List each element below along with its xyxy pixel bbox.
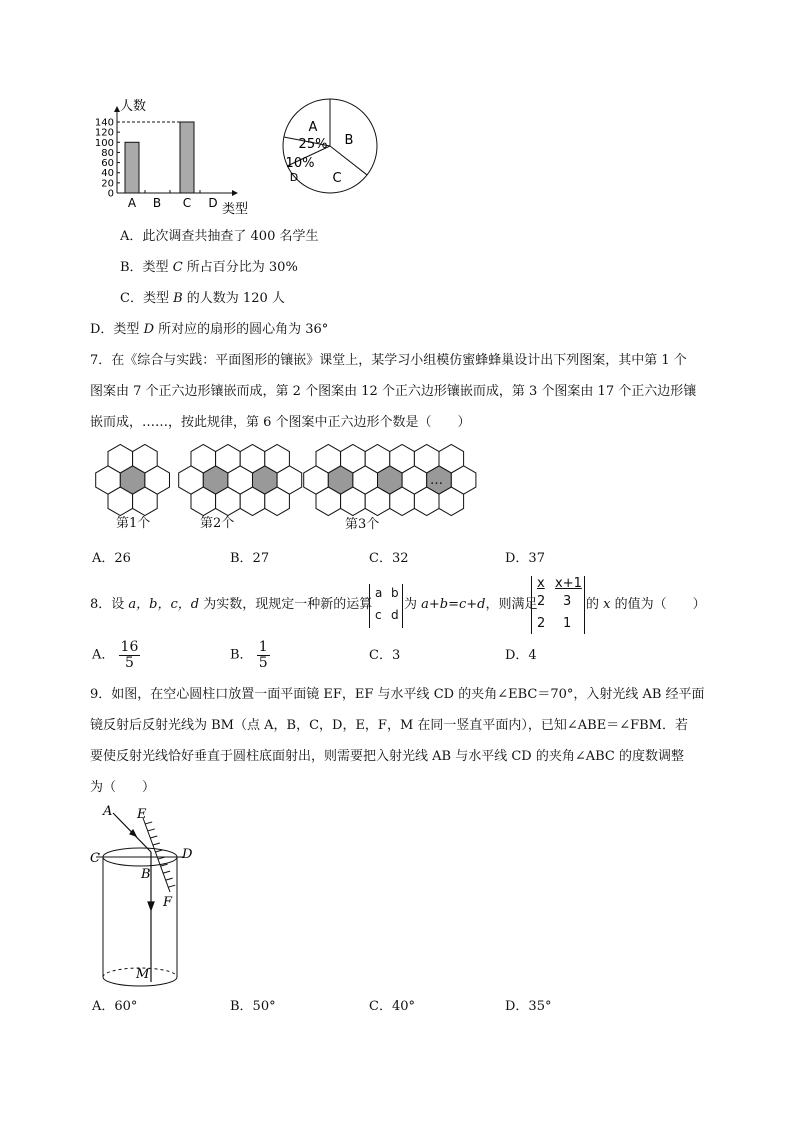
det2-r3c2: 1 [563, 616, 572, 631]
det2-r1c1: x [537, 576, 545, 591]
bar-y-tick-label: 40 [101, 168, 114, 180]
pie-label-a-percent: 25% [298, 137, 328, 152]
q9-stem-line3: 要使反射光线恰好垂直于圆柱底面射出，则需要把入射光线 AB 与水平线 CD 的夹角∠ABC 的度数调整 [90, 749, 684, 764]
q7-option-c: C．32 [369, 551, 409, 566]
q6-option-b-post: 所占百分比为 30% [182, 260, 298, 275]
det1-c: c [375, 608, 382, 622]
q6-option-a: A．此次调查共抽查了 400 名学生 [120, 229, 319, 244]
bar-x-tick-label: C [182, 196, 192, 210]
bar-y-tick-label: 0 [107, 188, 114, 200]
q8-mid2: 为 [404, 597, 422, 612]
q8-pre: 8．设 [90, 597, 129, 612]
mirror-hatch-line [150, 836, 157, 838]
q9-stem-line4: 为（ ） [90, 780, 156, 795]
bar-y-tick-label: 140 [94, 117, 114, 129]
mirror-hatch-line [166, 878, 173, 880]
q8-option-a-label: A． [92, 647, 115, 663]
q6-option-c-pre: C．类型 [120, 291, 174, 306]
q8-option-a-num: 16 [120, 639, 139, 655]
q7-stem-line3: 嵌而成，……，按此规律，第 6 个图案中正六边形个数是（ ） [90, 415, 471, 430]
q7-option-b: B．27 [230, 551, 270, 566]
pie-label-b: B [344, 133, 354, 148]
q9-stem-line1: 9．如图，在空心圆柱口放置一面平面镜 EF，EF 与水平线 CD 的夹角∠EBC＝70°，入射光线 AB 经平面 [90, 687, 705, 702]
q8-option-a-den: 5 [124, 655, 134, 671]
q8-option-b-den: 5 [258, 655, 268, 671]
mirror-hatch-line [163, 871, 170, 873]
bar-y-tick-label: 100 [94, 137, 114, 149]
det2-r1c2: x+1 [555, 576, 582, 591]
q7-fig-label-3: 第3个 [345, 517, 380, 532]
label-e: E [137, 807, 147, 822]
mirror-hatch-line [168, 885, 175, 887]
q8-vars: a，b，c，d [128, 597, 200, 612]
q8-post-var: x [603, 597, 611, 612]
label-m: M [136, 967, 150, 982]
q9-option-b: B．50° [230, 999, 276, 1014]
q6-option-d-pre: D．类型 [90, 322, 144, 337]
q6-option-b-var: C [172, 260, 183, 275]
label-c: C [90, 851, 100, 866]
mirror-hatch-line [155, 850, 162, 852]
q7-fig-label-1: 第1个 [116, 516, 151, 531]
q8-option-b-num: 1 [258, 639, 268, 655]
q7-option-a: A．26 [92, 551, 131, 566]
q6-option-d-post: 所对应的扇形的圆心角为 36° [154, 322, 329, 337]
label-b: B [141, 867, 151, 882]
label-d: D [182, 847, 193, 862]
q7-fig-label-2: 第2个 [200, 516, 235, 531]
q8-mid3: ，则满足 [485, 597, 538, 612]
det1-d: d [391, 608, 399, 622]
q8-mid1: 为实数，现规定一种新的运算 [199, 597, 373, 612]
bar-y-tick-label: 60 [101, 158, 114, 170]
det2-r2c2: 3 [563, 594, 572, 609]
bar-x-tick-label: D [208, 196, 218, 210]
label-a: A [103, 804, 113, 819]
det2-r3c1: 2 [537, 616, 546, 631]
q6-option-b-pre: B．类型 [120, 260, 173, 275]
bar-y-axis-label: 人数 [120, 99, 147, 114]
det2-r2c1: 2 [537, 594, 546, 609]
q6-option-c-post: 的人数为 120 人 [182, 291, 285, 306]
q7-stem-line1: 7．在《综合与实践：平面图形的镶嵌》课堂上，某学习小组模仿蜜蜂蜂巢设计出下列图案，其中第 1 个 [90, 353, 687, 368]
q8-post-pre: 的 [586, 597, 604, 612]
q9-option-c: C．40° [369, 999, 415, 1014]
q8-post-end: 的值为（ ） [610, 597, 706, 612]
q8-eq: a+b=c+d [421, 597, 486, 612]
bar-y-tick-label: 120 [94, 127, 114, 139]
q8-option-d: D．4 [505, 648, 537, 663]
q7-stem-line2: 图案由 7 个正六边形镶嵌而成，第 2 个图案由 12 个正六边形镶嵌而成，第 3 个图案由 17 个正六边形镶 [90, 384, 697, 399]
q6-option-d-var: D [143, 322, 154, 337]
mirror-hatch-line [145, 822, 152, 824]
pie-label-c: C [332, 171, 342, 186]
det1-a: a [375, 586, 383, 600]
q8-option-b-label: B． [230, 647, 253, 663]
mirror-hatch-line [153, 843, 160, 845]
q9-option-d: D．35° [505, 999, 552, 1014]
pie-label-a: A [308, 120, 318, 135]
det1-b: b [391, 586, 399, 600]
bar-x-axis-label: 类型 [222, 202, 249, 217]
q8-option-c: C．3 [369, 648, 401, 663]
bar-y-tick-label: 80 [101, 147, 114, 159]
cylinder [103, 848, 177, 986]
q7-ellipsis: … [430, 473, 443, 488]
mirror-hatch-line [148, 829, 155, 831]
bar-x-tick-label: B [152, 196, 162, 210]
q9-option-a: A．60° [92, 999, 138, 1014]
bar-x-tick-label: A [127, 196, 137, 210]
bar-y-tick-label: 20 [101, 178, 114, 190]
q7-option-d: D．37 [505, 551, 545, 566]
label-f: F [163, 895, 173, 910]
pie-label-d: D [289, 171, 299, 184]
q6-option-c-var: B [173, 291, 183, 306]
q9-stem-line2: 镜反射后反射光线为 BM（点 A，B，C，D，E，F，M 在同一竖直平面内），已知∠ABE＝∠FBM．若 [90, 718, 688, 733]
pie-label-d-percent: 10% [285, 156, 315, 171]
